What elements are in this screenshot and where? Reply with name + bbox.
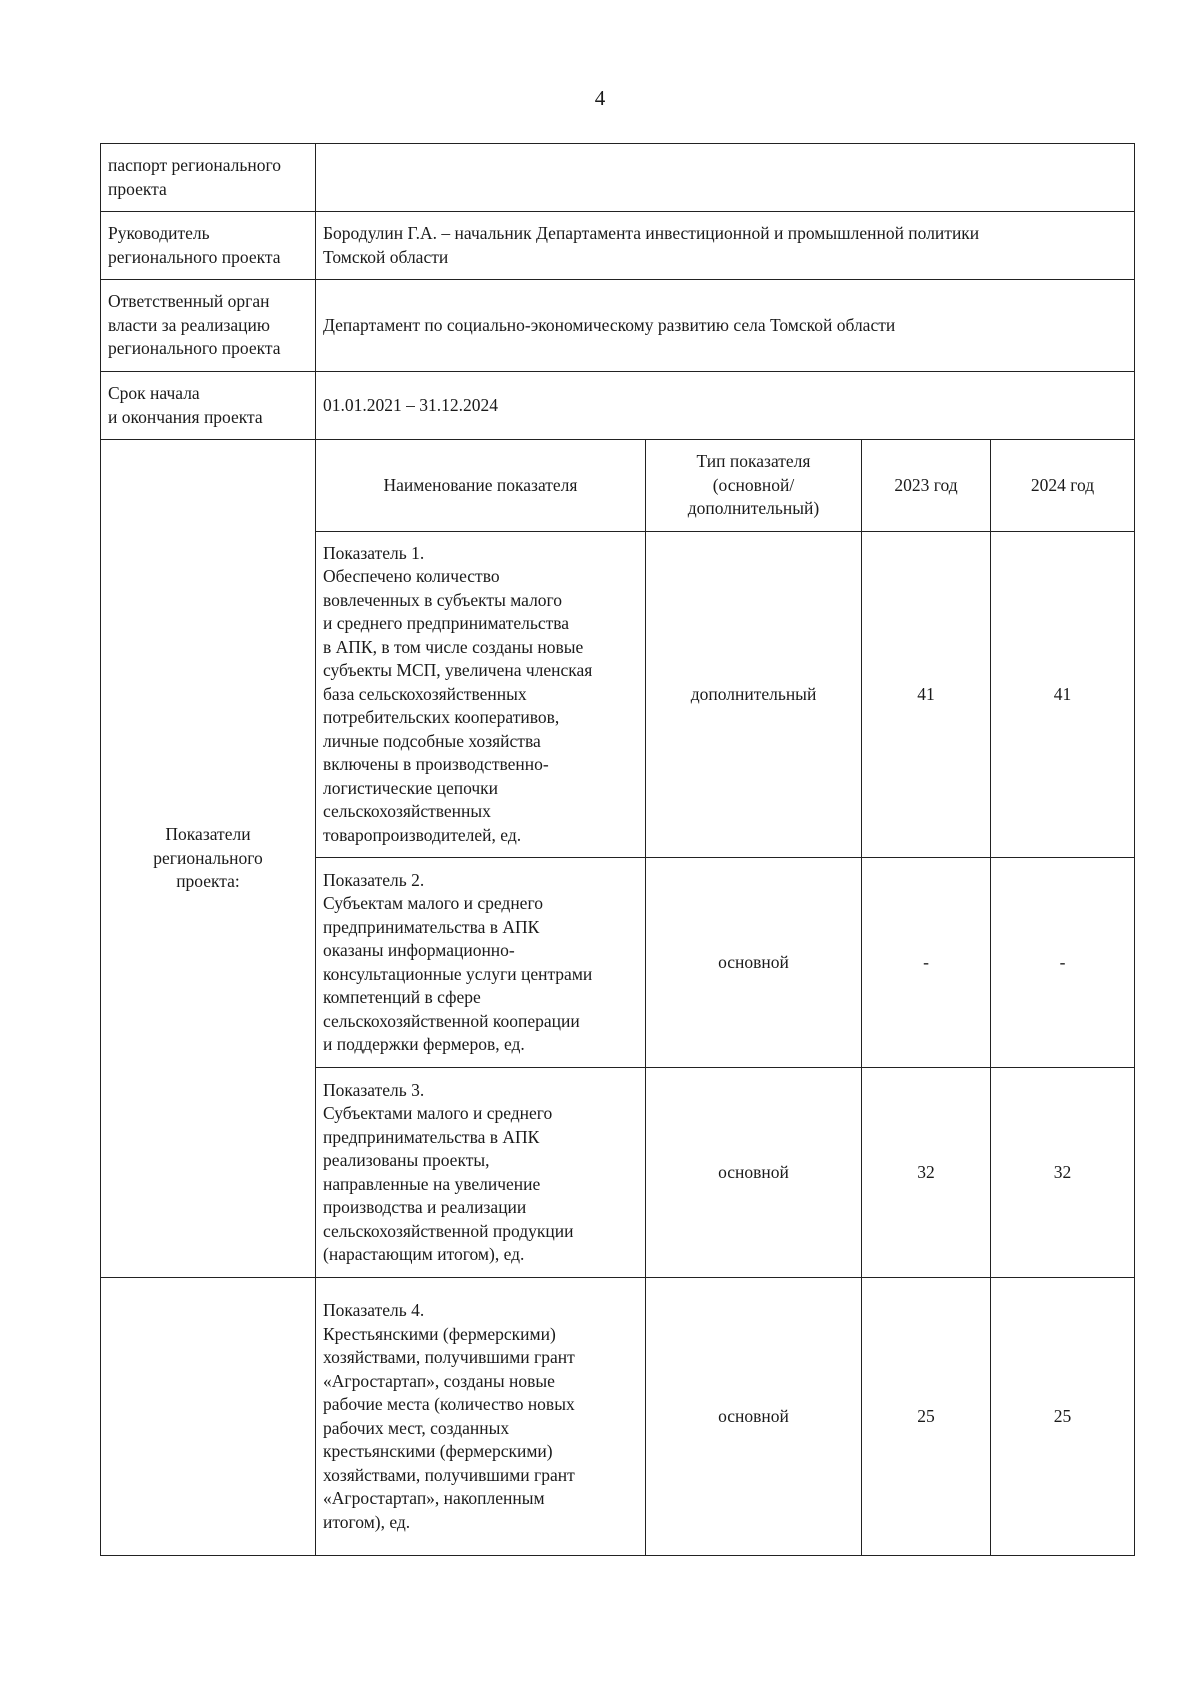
indicator-line: база сельскохозяйственных [323, 683, 527, 704]
leader-value-line: Томской области [323, 246, 449, 267]
indicator-4-2023: 25 [862, 1278, 991, 1556]
indicator-line: сельскохозяйственной продукции [323, 1220, 574, 1241]
indicator-line: производства и реализации [323, 1197, 527, 1217]
leader-row [101, 212, 1135, 280]
indicator-2-name [316, 858, 646, 1068]
indicator-line: предпринимательства в АПК [323, 1126, 540, 1147]
indicator-line: Показатель 2. [323, 869, 425, 890]
term-value: 01.01.2021 – 31.12.2024 [316, 372, 1135, 440]
indicator-4-empty-label [101, 1278, 316, 1556]
indicators-section-label [101, 440, 316, 1278]
indicator-line: рабочих мест, созданных [323, 1417, 510, 1438]
leader-value-line: Бородулин Г.А. – начальник Департамента инвестиционной и промышленной политики [323, 223, 980, 243]
authority-label-line: власти за реализацию [108, 314, 270, 335]
project-passport-table [100, 143, 1135, 1556]
leader-label [101, 212, 316, 280]
indicators-label-line: регионального [153, 847, 263, 868]
indicator-line: в АПК, в том числе созданы новые [323, 636, 584, 657]
indicator-line: товаропроизводителей, ед. [323, 824, 522, 845]
indicator-line: крестьянскими (фермерскими) [323, 1441, 553, 1461]
authority-value: Департамент по социально-экономическому развитию села Томской области [316, 280, 1135, 372]
indicator-line: логистические цепочки [323, 777, 499, 798]
indicator-row-4 [101, 1278, 1135, 1556]
passport-label-line: проекта [108, 178, 167, 199]
indicators-label-line: проекта: [176, 871, 240, 892]
header-year-2024: 2024 год [991, 440, 1135, 532]
term-row [101, 372, 1135, 440]
indicator-1-2024: 41 [991, 532, 1135, 858]
page-number: 4 [594, 86, 606, 110]
authority-row [101, 280, 1135, 372]
indicator-3-type: основной [646, 1068, 862, 1278]
indicator-line: итогом), ед. [323, 1511, 411, 1532]
indicator-line: Субъектами малого и среднего [323, 1103, 553, 1123]
leader-value [316, 212, 1135, 280]
indicator-line: субъекты МСП, увеличена членская [323, 660, 593, 681]
indicator-line: и поддержки фермеров, ед. [323, 1034, 525, 1054]
indicator-3-2024: 32 [991, 1068, 1135, 1278]
indicator-1-type: дополнительный [646, 532, 862, 858]
leader-label-line: Руководитель [108, 223, 210, 243]
indicator-line: личные подсобные хозяйства [323, 730, 541, 751]
indicator-4-name [316, 1278, 646, 1556]
indicator-line: направленные на увеличение [323, 1173, 541, 1194]
indicator-line: Обеспечено количество [323, 566, 500, 587]
indicator-line: оказаны информационно- [323, 940, 515, 960]
header-type-line: (основной/ [712, 474, 795, 495]
authority-label-line: регионального проекта [108, 338, 281, 359]
leader-label-line: регионального проекта [108, 246, 281, 267]
header-year-2023: 2023 год [862, 440, 991, 532]
indicator-line: (нарастающим итогом), ед. [323, 1244, 525, 1264]
term-label [101, 372, 316, 440]
term-label-line: Срок начала [108, 383, 200, 403]
indicator-line: «Агростартап», накопленным [323, 1488, 545, 1508]
indicator-line: включены в производственно- [323, 754, 549, 775]
indicator-4-2024: 25 [991, 1278, 1135, 1556]
passport-value [316, 144, 1135, 212]
indicator-line: компетенций в сфере [323, 987, 481, 1007]
indicator-line: сельскохозяйственной кооперации [323, 1010, 580, 1031]
indicator-2-type: основной [646, 858, 862, 1068]
indicator-line: предпринимательства в АПК [323, 916, 540, 937]
indicator-line: Показатель 1. [323, 542, 425, 563]
header-type-line: дополнительный) [687, 498, 820, 519]
indicator-line: и среднего предпринимательства [323, 613, 570, 634]
header-type-line: Тип показателя [696, 451, 811, 472]
authority-label [101, 280, 316, 372]
indicator-line: потребительских кооперативов, [323, 707, 560, 728]
passport-row [101, 144, 1135, 212]
indicator-line: «Агростартап», созданы новые [323, 1370, 555, 1391]
indicator-2-2023: - [862, 858, 991, 1068]
indicator-line: Показатель 4. [323, 1300, 425, 1320]
header-indicator-type [646, 440, 862, 532]
indicator-line: Субъектам малого и среднего [323, 893, 543, 913]
indicator-line: хозяйствами, получившими грант [323, 1347, 575, 1367]
indicator-line: Крестьянскими (фермерскими) [323, 1323, 556, 1344]
term-label-line: и окончания проекта [108, 406, 263, 427]
indicator-2-2024: - [991, 858, 1135, 1068]
indicator-line: Показатель 3. [323, 1079, 425, 1100]
indicator-line: консультационные услуги центрами [323, 963, 593, 984]
indicators-label-line: Показатели [165, 824, 251, 845]
passport-label [101, 144, 316, 212]
indicator-3-name [316, 1068, 646, 1278]
indicator-1-name [316, 532, 646, 858]
indicator-line: рабочие места (количество новых [323, 1394, 575, 1414]
indicators-header-row [101, 440, 1135, 532]
indicator-line: вовлеченных в субъекты малого [323, 589, 563, 610]
indicator-4-type: основной [646, 1278, 862, 1556]
authority-label-line: Ответственный орган [108, 291, 270, 312]
indicator-line: реализованы проекты, [323, 1150, 490, 1170]
indicator-3-2023: 32 [862, 1068, 991, 1278]
indicator-1-2023: 41 [862, 532, 991, 858]
indicator-line: сельскохозяйственных [323, 801, 491, 822]
indicator-line: хозяйствами, получившими грант [323, 1464, 575, 1485]
passport-label-line: паспорт регионального [108, 155, 281, 175]
header-indicator-name: Наименование показателя [316, 440, 646, 532]
